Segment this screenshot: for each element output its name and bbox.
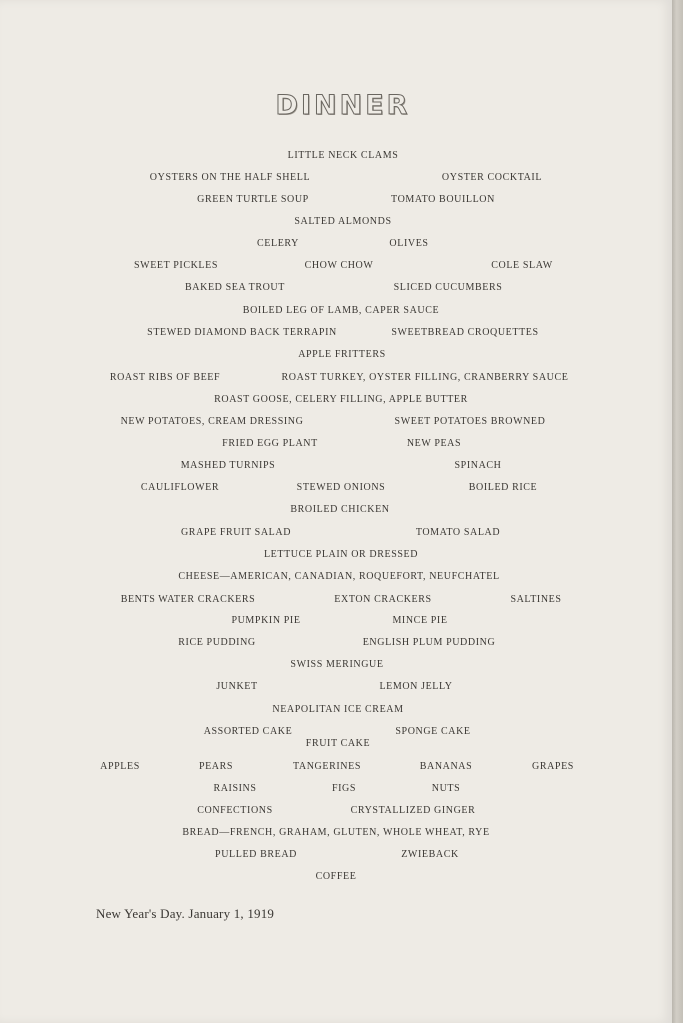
menu-item: COFFEE	[315, 871, 357, 882]
menu-line	[0, 503, 672, 517]
menu-item: SWEET PICKLES	[133, 260, 219, 271]
menu-item: SPINACH	[454, 460, 502, 471]
menu-line	[0, 636, 672, 650]
menu-line	[0, 680, 672, 694]
menu-line	[0, 393, 672, 407]
menu-item: GREEN TURTLE SOUP	[197, 194, 309, 205]
menu-line	[0, 570, 672, 584]
menu-item: ROAST GOOSE, CELERY FILLING, APPLE BUTTER	[214, 394, 468, 405]
menu-item: BREAD—FRENCH, GRAHAM, GLUTEN, WHOLE WHEAT, RYE	[182, 827, 490, 838]
menu-item: TANGERINES	[293, 761, 361, 772]
menu-line	[0, 237, 672, 251]
menu-line	[0, 760, 672, 774]
page-edge	[672, 0, 683, 1023]
menu-item: COLE SLAW	[491, 260, 553, 271]
menu-line	[0, 326, 672, 340]
menu-item: OYSTER COCKTAIL	[441, 172, 543, 183]
menu-item: CAULIFLOWER	[140, 482, 220, 493]
menu-item: BROILED CHICKEN	[290, 504, 390, 515]
menu-item: JUNKET	[216, 681, 258, 692]
menu-item: STEWED ONIONS	[296, 482, 386, 493]
menu-item: SLICED CUCUMBERS	[393, 282, 503, 293]
menu-item: BOILED LEG OF LAMB, CAPER SAUCE	[242, 305, 440, 316]
menu-line	[0, 614, 672, 628]
menu-item: SWEET POTATOES BROWNED	[394, 416, 546, 427]
menu-item: SWISS MERINGUE	[290, 659, 384, 670]
menu-item: ROAST RIBS OF BEEF	[109, 372, 221, 383]
menu-item: OLIVES	[389, 238, 429, 249]
menu-item: RICE PUDDING	[178, 637, 256, 648]
menu-item: TOMATO BOUILLON	[391, 194, 495, 205]
menu-item: CELERY	[257, 238, 299, 249]
menu-item: OYSTERS ON THE HALF SHELL	[149, 172, 311, 183]
menu-item: ASSORTED CAKE	[203, 726, 293, 737]
menu-line	[0, 437, 672, 451]
menu-line	[0, 281, 672, 295]
menu-item: PUMPKIN PIE	[231, 615, 301, 626]
menu-item: LEMON JELLY	[379, 681, 453, 692]
menu-item: CHOW CHOW	[304, 260, 374, 271]
menu-line	[0, 481, 672, 495]
menu-line	[0, 593, 672, 607]
menu-item: SALTED ALMONDS	[294, 216, 392, 227]
menu-line	[0, 526, 672, 540]
menu-line	[0, 658, 672, 672]
menu-item: PEARS	[198, 761, 234, 772]
menu-item: MINCE PIE	[392, 615, 448, 626]
menu-line	[0, 215, 672, 229]
menu-line	[0, 826, 672, 840]
menu-item: GRAPE FRUIT SALAD	[180, 527, 292, 538]
menu-line	[0, 193, 672, 207]
menu-line	[0, 870, 672, 884]
menu-line	[0, 348, 672, 362]
menu-item: PULLED BREAD	[215, 849, 297, 860]
menu-line	[0, 304, 672, 318]
menu-item: BANANAS	[419, 761, 473, 772]
menu-item: NUTS	[431, 783, 461, 794]
menu-item: LITTLE NECK CLAMS	[287, 150, 399, 161]
menu-title: DINNER	[275, 90, 411, 121]
menu-date: New Year's Day. January 1, 1919	[96, 906, 275, 921]
menu-item: BENTS WATER CRACKERS	[120, 594, 256, 605]
menu-item: NEW PEAS	[406, 438, 462, 449]
menu-line	[0, 259, 672, 273]
menu-item: CONFECTIONS	[197, 805, 273, 816]
menu-item: MASHED TURNIPS	[180, 460, 276, 471]
menu-line	[0, 703, 672, 717]
menu-item: ROAST TURKEY, OYSTER FILLING, CRANBERRY SAUCE	[281, 372, 569, 383]
menu-item: SALTINES	[510, 594, 562, 605]
menu-line	[0, 415, 672, 429]
menu-item: BOILED RICE	[468, 482, 538, 493]
menu-item: FRUIT CAKE	[305, 738, 371, 749]
menu-item: GRAPES	[532, 761, 574, 772]
menu-item: ENGLISH PLUM PUDDING	[362, 637, 496, 648]
menu-item: NEW POTATOES, CREAM DRESSING	[120, 416, 304, 427]
menu-line	[0, 371, 672, 385]
menu-item: CHEESE—AMERICAN, CANADIAN, ROQUEFORT, NEUFCHATEL	[178, 571, 500, 582]
menu-item: TOMATO SALAD	[415, 527, 501, 538]
menu-item: LETTUCE PLAIN OR DRESSED	[263, 549, 419, 560]
menu-item: FRIED EGG PLANT	[222, 438, 318, 449]
menu-item: FIGS	[331, 783, 357, 794]
menu-line	[0, 459, 672, 473]
menu-item: EXTON CRACKERS	[334, 594, 432, 605]
menu-line	[0, 782, 672, 796]
menu-item: APPLES	[100, 761, 140, 772]
menu-line	[0, 149, 672, 163]
menu-line	[0, 848, 672, 862]
menu-item: RAISINS	[213, 783, 257, 794]
menu-item: ZWIEBACK	[401, 849, 459, 860]
menu-item: CRYSTALLIZED GINGER	[350, 805, 476, 816]
menu-item: NEAPOLITAN ICE CREAM	[272, 704, 404, 715]
menu-item: STEWED DIAMOND BACK TERRAPIN	[147, 327, 337, 338]
menu-line	[0, 737, 672, 751]
menu-line	[0, 171, 672, 185]
menu-item: SWEETBREAD CROQUETTES	[391, 327, 539, 338]
menu-line	[0, 548, 672, 562]
menu-item: SPONGE CAKE	[395, 726, 471, 737]
menu-item: BAKED SEA TROUT	[185, 282, 285, 293]
menu-item: APPLE FRITTERS	[298, 349, 386, 360]
menu-line	[0, 804, 672, 818]
